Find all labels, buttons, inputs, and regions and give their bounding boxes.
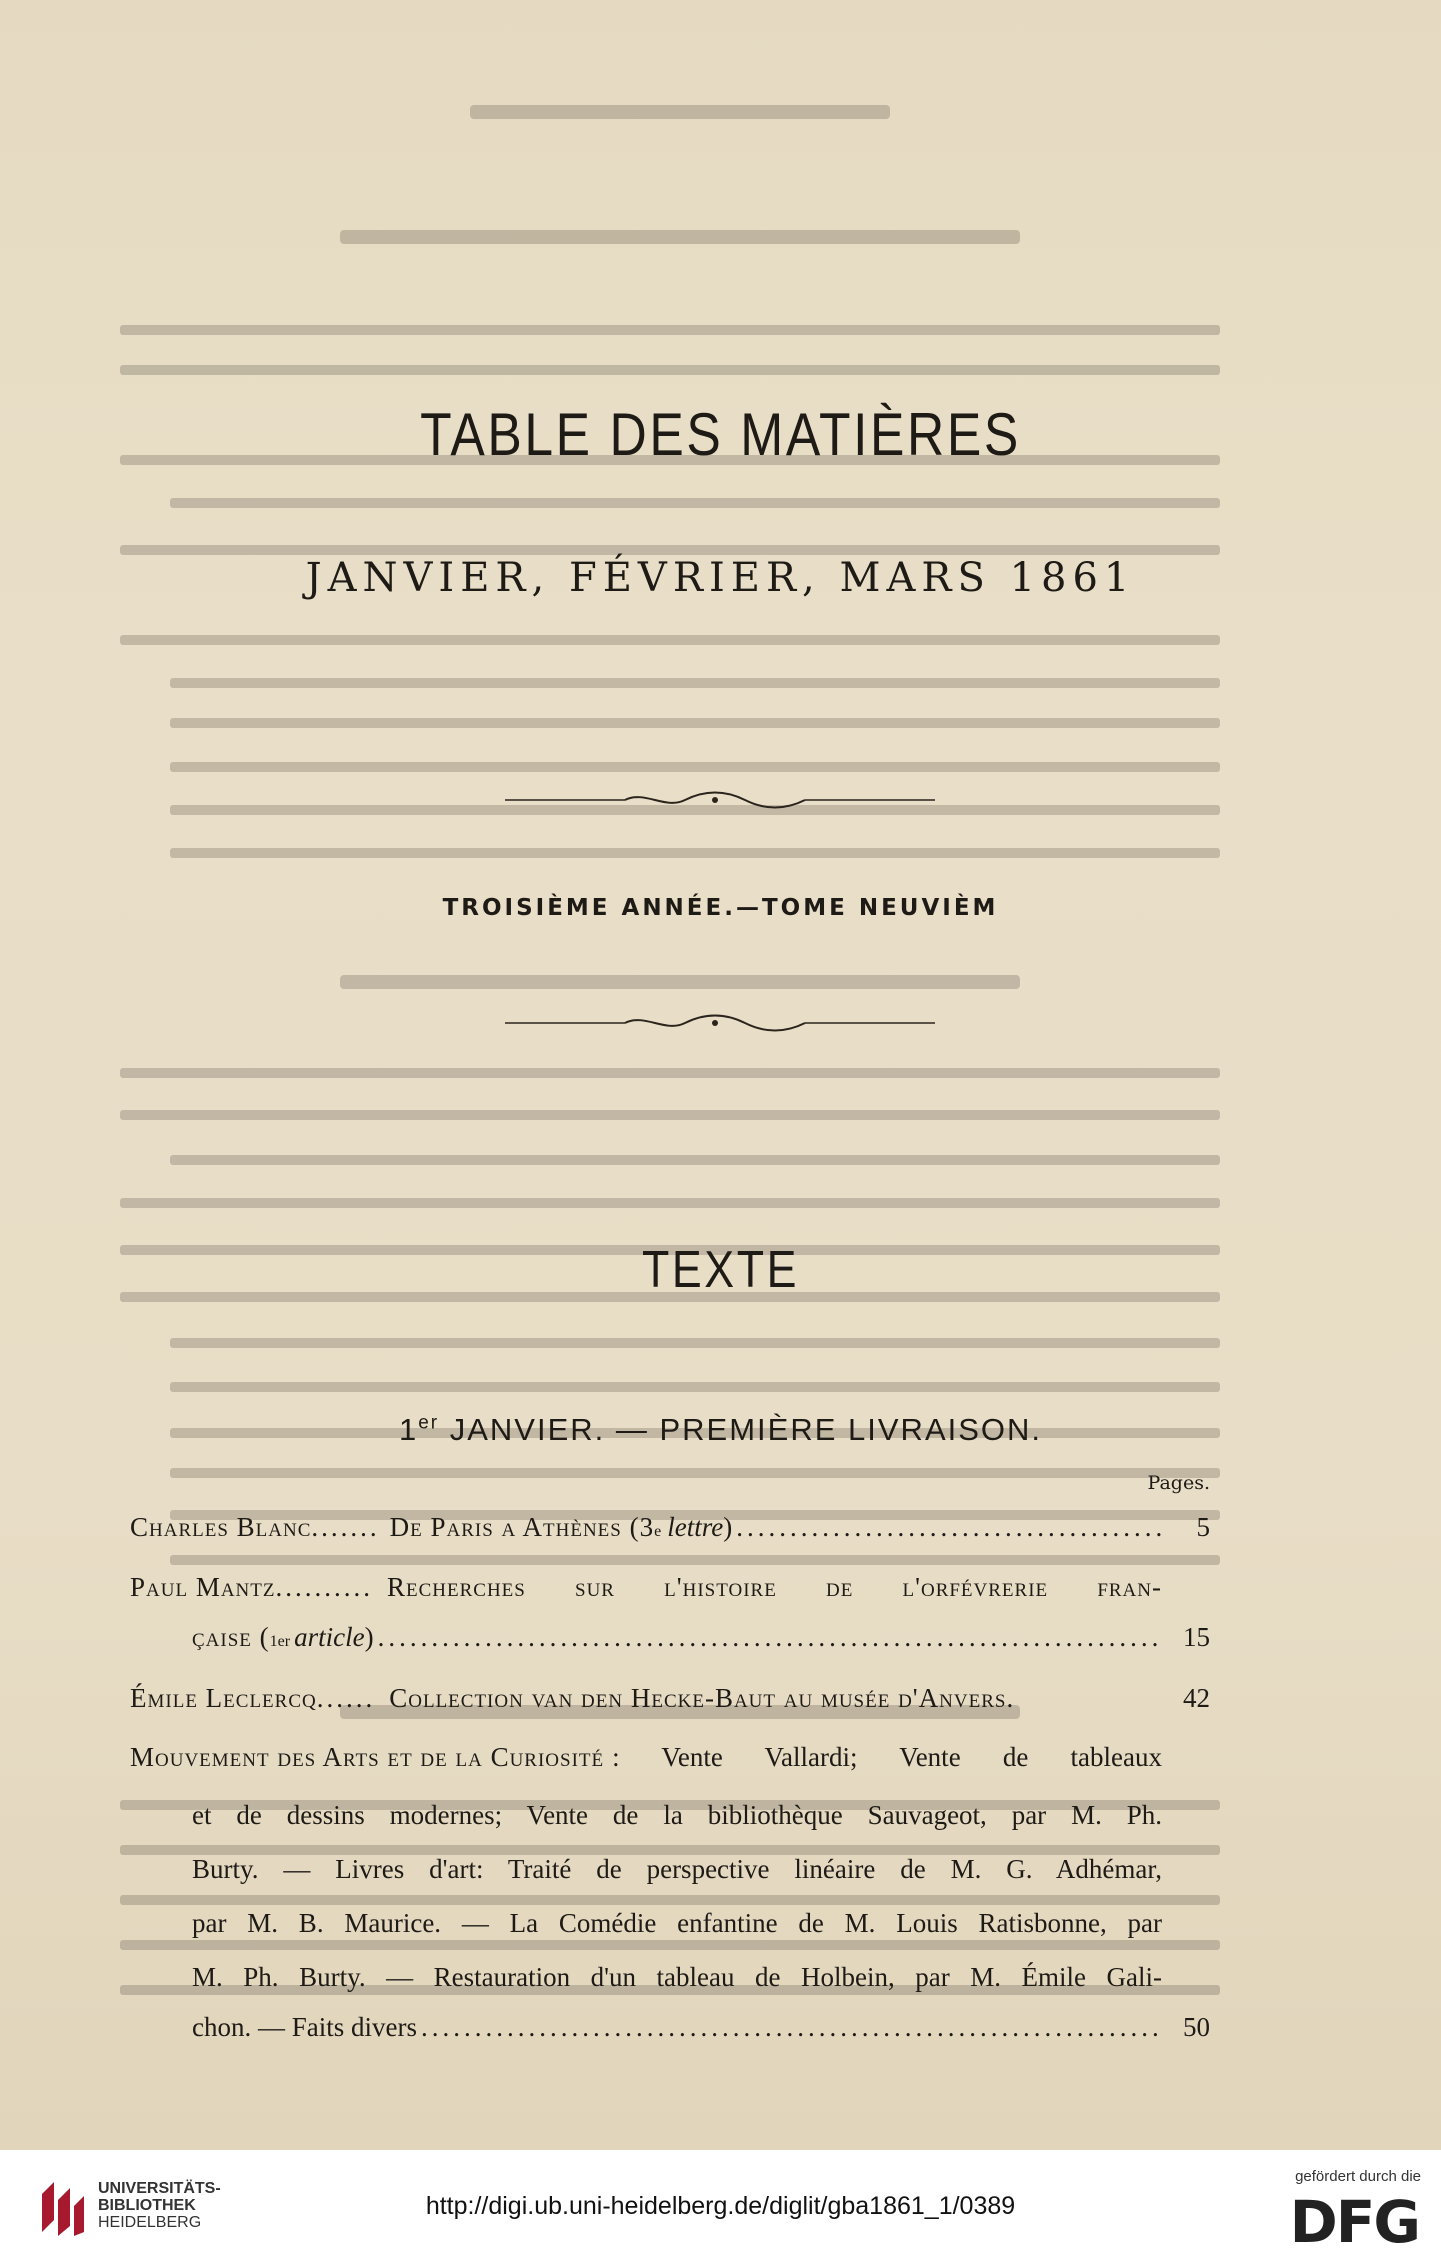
entry-author: Mouvement des Arts et de la Curiosité <box>130 1742 605 1772</box>
entry-author: Paul Mantz <box>130 1572 276 1602</box>
page-title: TABLE DES MATIÈRES <box>420 401 1021 468</box>
entry-title: Recherches sur l'histoire de l'orfévrerie fran- <box>386 1572 1162 1602</box>
entry-title: Collection van den Hecke-Baut au musée d'Anvers. <box>389 1683 1015 1713</box>
toc-entry: Mouvement des Arts et de la Curiosité : Vente Vallardi; Vente de tableaux et de dessins modernes; Vente de la bibliothèque Sauvageot, par M. Ph. Burty. — Livres d'art: Traité de perspective linéaire de M. G. Adhémar, par M. B. Maurice. — La Comédie enfantine de M. Louis Ratisbonne, par M. Ph. Burty. — Restauration d'un tableau de Holbein, par M. Émile Gali- chon. — Faits divers ..... 50 <box>130 1742 1210 2050</box>
issue-heading <box>0 1412 1441 1448</box>
ornament-divider-icon <box>505 790 935 810</box>
dfg-logo: DFG <box>1289 2188 1419 2256</box>
entry-page: 15 <box>1183 1622 1210 1652</box>
entry-author: Émile Leclercq <box>130 1683 317 1713</box>
toc-entry: Charles Blanc ....... De Paris a Athènes (3 e lettre ) ..... 5 <box>130 1512 1210 1550</box>
issue-number: 1 <box>398 1412 419 1447</box>
issue-dates: JANVIER, FÉVRIER, MARS 1861 <box>305 555 1136 601</box>
volume-subtitle: TROISIÈME ANNÉE.—TOME NEUVIÈM <box>442 895 999 921</box>
entry-author: Charles Blanc <box>130 1512 312 1542</box>
entry-title: De Paris a Athènes (3 <box>389 1512 655 1542</box>
entry-page: 5 <box>1196 1512 1210 1542</box>
toc-entry: Émile Leclercq ...... Collection van den Hecke-Baut au musée d'Anvers. 42 <box>130 1683 1210 1713</box>
library-name: UNIVERSITÄTS- BIBLIOTHEK HEIDELBERG <box>98 2180 221 2231</box>
source-url-link[interactable]: http://digi.ub.uni-heidelberg.de/diglit/gba1861_1/0389 <box>425 2192 1016 2220</box>
entry-page: 50 <box>1183 2012 1210 2042</box>
section-heading: TEXTE <box>641 1241 800 1299</box>
pages-column-label: Pages. <box>1147 1472 1210 1494</box>
toc-entry: Paul Mantz .......... Recherches sur l'histoire de l'orfévrerie fran- çaise ( 1er article ) ..... 15 <box>130 1572 1210 1660</box>
ornament-divider-icon <box>505 1013 935 1033</box>
entry-page: 42 <box>1183 1683 1210 1713</box>
issue-number-suffix: er <box>418 1412 440 1434</box>
issue-heading-text: JANVIER. — PREMIÈRE LIVRAISON. <box>439 1412 1043 1447</box>
funding-label: gefördert durch die <box>1295 2168 1421 2185</box>
